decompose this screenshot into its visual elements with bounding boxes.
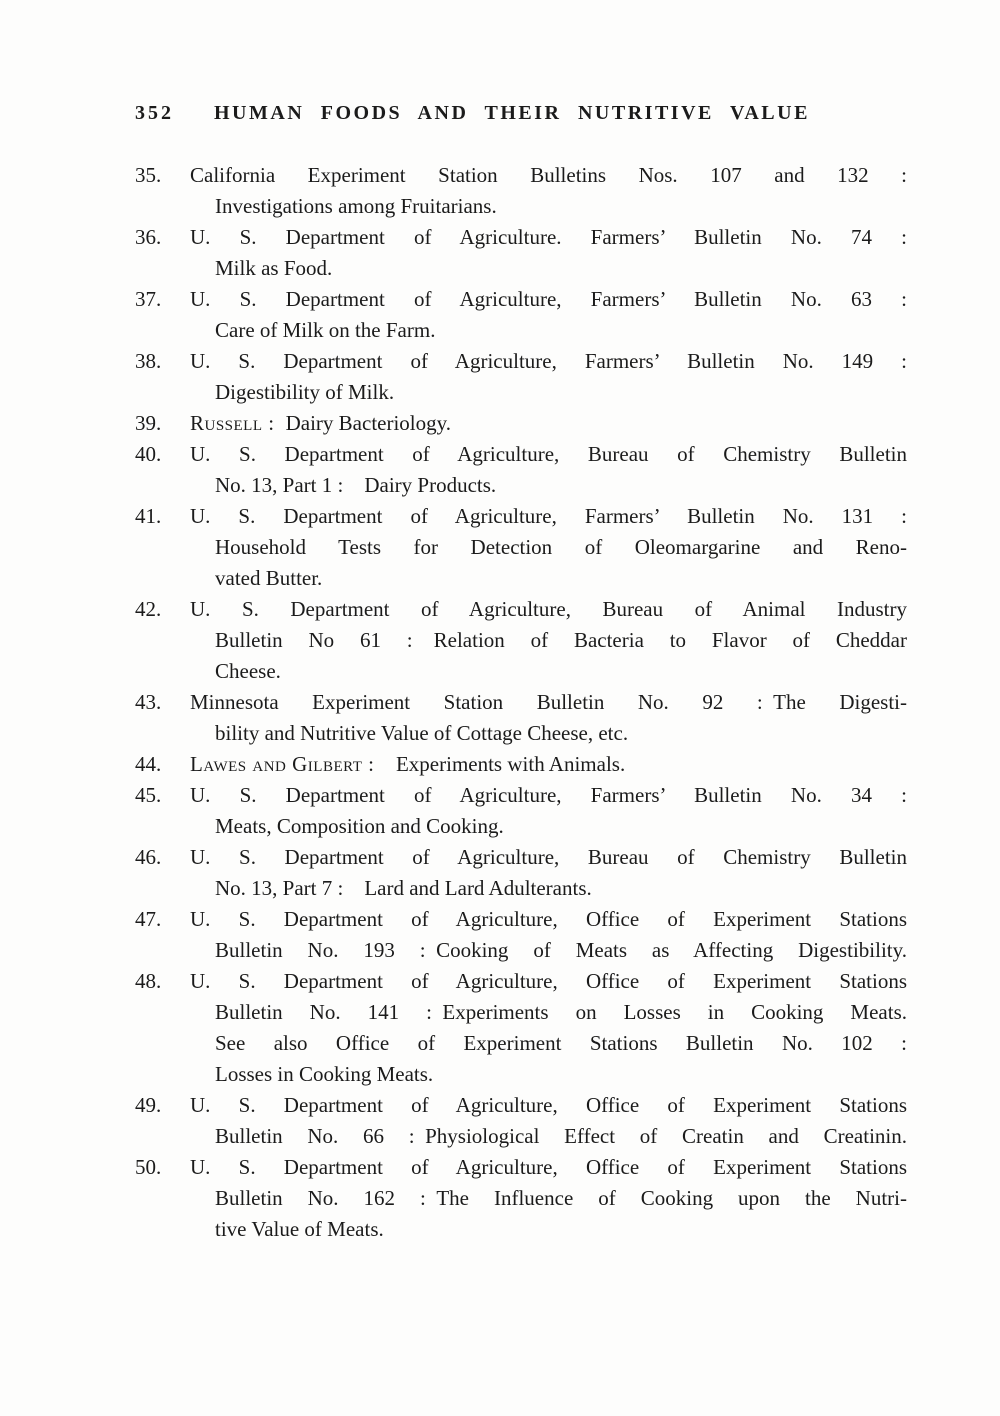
item-line: tive Value of Meats. xyxy=(215,1217,384,1241)
item-line: U. S. Department of Agriculture, Farmers’ Bulletin No. 34 : xyxy=(190,783,907,807)
item-number: 50. xyxy=(135,1155,162,1179)
item-number: 35. xyxy=(135,163,162,187)
item-line: U. S. Department of Agriculture, Farmers’ Bulletin No. 131 : xyxy=(190,504,907,528)
item-number: 41. xyxy=(135,504,162,528)
item-lines xyxy=(190,160,907,222)
item-lines xyxy=(190,284,907,346)
bibliography-item xyxy=(135,966,907,1090)
item-line: Lawes and Gilbert : Experiments with Animals. xyxy=(190,752,626,776)
item-number: 45. xyxy=(135,783,162,807)
bibliography-item xyxy=(135,408,907,439)
item-line: U. S. Department of Agriculture. Farmers’ Bulletin No. 74 : xyxy=(190,225,907,249)
item-line: Bulletin No 61 : Relation of Bacteria to Flavor of Cheddar xyxy=(215,628,907,652)
item-line: California Experiment Station Bulletins Nos. 107 and 132 : xyxy=(190,163,907,187)
item-number: 40. xyxy=(135,442,162,466)
item-line: U. S. Department of Agriculture, Office of Experiment Stations xyxy=(190,907,907,931)
item-number: 42. xyxy=(135,597,162,621)
item-lines xyxy=(190,501,907,594)
item-number: 37. xyxy=(135,287,162,311)
item-line: See also Office of Experiment Stations Bulletin No. 102 : xyxy=(215,1031,907,1055)
page-number: 352 xyxy=(135,102,174,124)
item-line: Bulletin No. 141 : Experiments on Losses in Cooking Meats. xyxy=(215,1000,907,1024)
item-line: Milk as Food. xyxy=(215,256,333,280)
item-number: 48. xyxy=(135,969,162,993)
item-number: 49. xyxy=(135,1093,162,1117)
item-number: 36. xyxy=(135,225,162,249)
bibliography-item xyxy=(135,222,907,284)
item-line: U. S. Department of Agriculture, Office of Experiment Stations xyxy=(190,1155,907,1179)
item-lines xyxy=(190,1152,907,1245)
item-lines xyxy=(190,408,907,439)
bibliography-item xyxy=(135,160,907,222)
bibliography-item xyxy=(135,284,907,346)
item-line: Bulletin No. 66 : Physiological Effect of Creatin and Creatinin. xyxy=(215,1124,907,1148)
running-title: HUMAN FOODS AND THEIR NUTRITIVE VALUE xyxy=(214,102,810,124)
item-line: Bulletin No. 162 : The Influence of Cooking upon the Nutri- xyxy=(215,1186,907,1210)
item-line: Household Tests for Detection of Oleomargarine and Reno- xyxy=(215,535,907,559)
bibliography-item xyxy=(135,439,907,501)
item-lines xyxy=(190,687,907,749)
item-lines xyxy=(190,749,907,780)
item-lines xyxy=(190,780,907,842)
item-line: Russell : Dairy Bacteriology. xyxy=(190,411,452,435)
item-line: Minnesota Experiment Station Bulletin No. 92 : The Digesti- xyxy=(190,690,907,714)
item-line: vated Butter. xyxy=(215,566,323,590)
item-number: 44. xyxy=(135,752,162,776)
item-number: 39. xyxy=(135,411,162,435)
item-lines xyxy=(190,966,907,1090)
item-line: Bulletin No. 193 : Cooking of Meats as Affecting Digestibility. xyxy=(215,938,907,962)
item-line: Cheese. xyxy=(215,659,281,683)
item-line: Investigations among Fruitarians. xyxy=(215,194,497,218)
bibliography-item xyxy=(135,904,907,966)
item-line: U. S. Department of Agriculture, Bureau of Chemistry Bulletin xyxy=(190,442,907,466)
item-lines xyxy=(190,904,907,966)
bibliography-item xyxy=(135,346,907,408)
item-line: Digestibility of Milk. xyxy=(215,380,395,404)
author-name: Russell : xyxy=(190,411,286,435)
author-name: Lawes and Gilbert : xyxy=(190,752,396,776)
item-lines xyxy=(190,842,907,904)
bibliography-item xyxy=(135,687,907,749)
bibliography-item xyxy=(135,780,907,842)
bibliography-item xyxy=(135,594,907,687)
item-line: Losses in Cooking Meats. xyxy=(215,1062,434,1086)
item-line: U. S. Department of Agriculture, Bureau of Chemistry Bulletin xyxy=(190,845,907,869)
item-lines xyxy=(190,222,907,284)
bibliography-item xyxy=(135,842,907,904)
item-lines xyxy=(190,1090,907,1152)
item-number: 46. xyxy=(135,845,162,869)
item-line: bility and Nutritive Value of Cottage Cheese, etc. xyxy=(215,721,629,745)
item-number: 47. xyxy=(135,907,162,931)
item-line: U. S. Department of Agriculture, Office of Experiment Stations xyxy=(190,1093,907,1117)
bibliography-item xyxy=(135,1090,907,1152)
item-lines xyxy=(190,346,907,408)
bibliography-list xyxy=(135,160,907,1245)
bibliography-item xyxy=(135,501,907,594)
page-header xyxy=(135,102,810,125)
item-lines xyxy=(190,439,907,501)
bibliography-item xyxy=(135,749,907,780)
bibliography-item xyxy=(135,1152,907,1245)
item-line: No. 13, Part 7 : Lard and Lard Adulterants. xyxy=(215,876,592,900)
item-line: U. S. Department of Agriculture, Bureau of Animal Industry xyxy=(190,597,907,621)
item-line: No. 13, Part 1 : Dairy Products. xyxy=(215,473,497,497)
item-line: Meats, Composition and Cooking. xyxy=(215,814,504,838)
item-number: 38. xyxy=(135,349,162,373)
item-line: Care of Milk on the Farm. xyxy=(215,318,436,342)
item-number: 43. xyxy=(135,690,162,714)
item-line: U. S. Department of Agriculture, Office of Experiment Stations xyxy=(190,969,907,993)
item-line: U. S. Department of Agriculture, Farmers’ Bulletin No. 149 : xyxy=(190,349,907,373)
item-line: U. S. Department of Agriculture, Farmers’ Bulletin No. 63 : xyxy=(190,287,907,311)
item-lines xyxy=(190,594,907,687)
